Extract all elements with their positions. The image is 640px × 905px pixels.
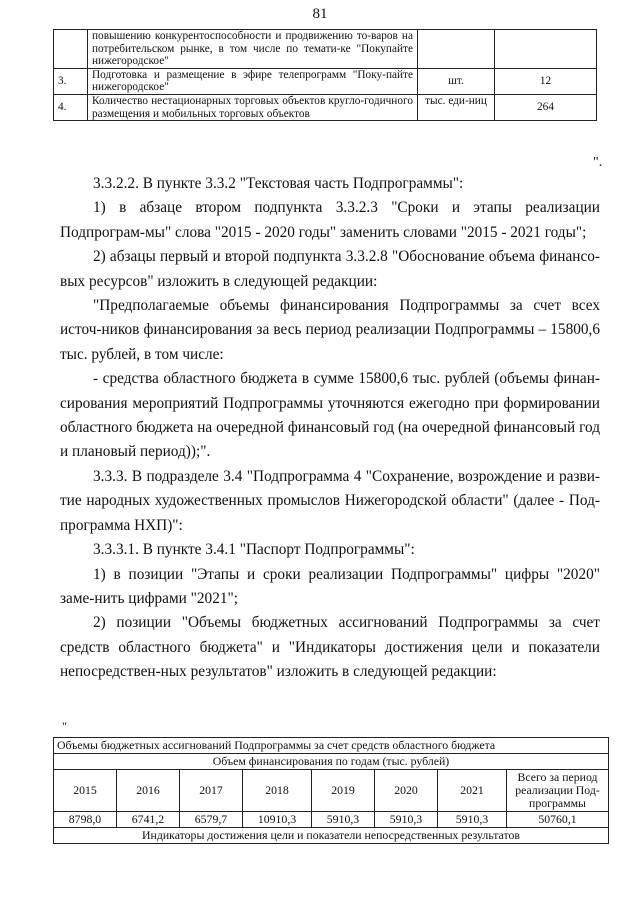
year-header: 2016 [117,770,180,812]
budget-table-title: Объемы бюджетных ассигнований Подпрограммы за счет средств областного бюджета [54,738,609,754]
paragraph: "Предполагаемые объемы финансирования Подпрограммы за счет всех источ-ников финансирования за весь период реализации Подпрограммы – 15800,6 тыс. рублей, в том числе: [60,297,600,363]
year-value: 6579,7 [180,812,243,828]
year-header: 2018 [243,770,312,812]
row-number [54,30,88,69]
table-row [54,94,597,120]
paragraph: - средства областного бюджета в сумме 15800,6 тыс. рублей (объемы финан-сирования мероприятий Подпрограммы уточняются ежегодно при формировании областного бюджета на очередной финансовый год (на очередной финансовый год и плановый период));". [60,370,600,461]
year-header: 2019 [312,770,375,812]
paragraph: 3.3.3.1. В пункте 3.4.1 "Паспорт Подпрограммы": [93,541,415,559]
page-number: 81 [312,6,328,22]
paragraph: 1) в позиции "Этапы и сроки реализации Подпрограммы" цифры "2020" заме-нить цифрами "2021"; [60,565,600,607]
table-row [54,828,609,844]
year-header: 2020 [375,770,438,812]
year-value: 5910,3 [312,812,375,828]
indicators-table-continuation [53,29,597,121]
paragraph: 2) позиции "Объемы бюджетных ассигнований Подпрограммы за счет средств областного бюджета" и "Индикаторы достижения цели и показатели непосредствен-ных результатов" изложить в следующей редакции: [60,614,600,681]
row-unit [418,30,495,69]
budget-table [53,737,609,844]
row-value [495,30,597,69]
row-description: Подготовка и размещение в эфире телепрограмм "Поку-пайте нижегородское" [88,68,418,94]
paragraph: 3.3.3. В подразделе 3.4 "Подпрограмма 4 "Сохранение, возрождение и разви-тие народных художественных промыслов Нижегородской области" (далее - Под-программа НХП)": [60,467,600,534]
table-row [54,30,597,69]
year-header: 2015 [54,770,117,812]
closing-quote: ". [593,155,603,170]
year-value: 6741,2 [117,812,180,828]
year-value: 5910,3 [375,812,438,828]
total-value: 50760,1 [507,812,609,828]
row-description: повышению конкурентоспособности и продвижению то-варов на потребительском рынке, в том числе по темати-ке "Покупайте нижегородское" [88,30,418,69]
year-value: 8798,0 [54,812,117,828]
row-unit: тыс. еди-ниц [418,94,495,120]
indicators-header: Индикаторы достижения цели и показатели непосредственных результатов [54,828,609,844]
row-number: 4. [54,94,88,120]
row-description: Количество нестационарных торговых объектов кругло-годичного размещения и мобильных торговых объектов [88,94,418,120]
year-header: 2021 [438,770,507,812]
row-number: 3. [54,68,88,94]
table-row [54,68,597,94]
paragraph: 3.3.2.2. В пункте 3.3.2 "Текстовая часть Подпрограммы": [93,175,464,192]
year-header: 2017 [180,770,243,812]
year-value: 5910,3 [438,812,507,828]
row-unit: шт. [418,68,495,94]
table-row [54,754,609,770]
row-value: 264 [495,94,597,120]
paragraph: 2) абзацы первый и второй подпункта 3.3.2.8 "Обоснование объема финансо-вых ресурсов" изложить в следующей редакции: [60,248,600,290]
paragraph: 1) в абзаце втором подпункта 3.3.2.3 "Сроки и этапы реализации Подпрограм-мы" слова "2015 - 2020 годы" заменить словами "2015 - 2021 годы"; [60,199,600,241]
opening-quote: " [62,719,67,733]
year-value: 10910,3 [243,812,312,828]
body-text [60,172,600,685]
table-row [54,738,609,754]
budget-table-subheader: Объем финансирования по годам (тыс. рублей) [54,754,609,770]
table-row [54,770,609,812]
row-value: 12 [495,68,597,94]
table-row [54,812,609,828]
total-header: Всего за период реализации Под-программы [507,770,609,812]
